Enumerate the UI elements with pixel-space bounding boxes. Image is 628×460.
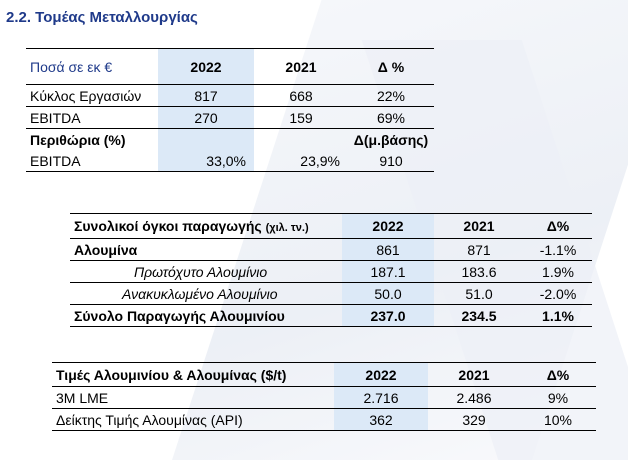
cell-2022: 33,0% — [158, 150, 254, 172]
cell-2021: 51.0 — [434, 283, 524, 305]
header-2022: 2022 — [334, 363, 428, 387]
header-label: Τιμές Αλουμινίου & Αλουμίνας ($/t) — [52, 363, 334, 387]
margins-subheader-row — [26, 129, 434, 151]
section-title: 2.2. Τομέας Μεταλλουργίας — [6, 9, 198, 26]
cell-2021: 329 — [428, 409, 520, 431]
prices-table — [52, 362, 596, 431]
header-2021: 2021 — [254, 49, 348, 85]
table-header-row — [52, 363, 596, 387]
table-row — [26, 107, 434, 129]
row-label: 3M LME — [52, 387, 334, 409]
header-label: Ποσά σε εκ € — [26, 49, 158, 85]
cell-empty — [158, 129, 254, 151]
row-label: Ανακυκλωμένο Αλουμίνιο — [70, 283, 342, 305]
cell-delta: 22% — [348, 85, 434, 107]
cell-delta: 9% — [520, 387, 596, 409]
cell-delta: 1.1% — [524, 305, 592, 327]
header-delta: Δ % — [348, 49, 434, 85]
margins-label: Περιθώρια (%) — [30, 131, 126, 148]
row-label: EBITDA — [26, 150, 158, 172]
header-2022: 2022 — [158, 49, 254, 85]
cell-2021: 668 — [254, 85, 348, 107]
cell-2022: 817 — [158, 85, 254, 107]
cell-2022: 362 — [334, 409, 428, 431]
row-label: EBITDA — [26, 107, 158, 129]
header-unit: (χιλ. τν.) — [265, 222, 309, 234]
row-label: Αλουμίνα — [70, 239, 342, 261]
cell-2021: 23,9% — [254, 150, 348, 172]
row-label: Κύκλος Εργασιών — [26, 85, 158, 107]
financials-table — [26, 48, 434, 172]
cell-empty — [254, 129, 348, 151]
header-delta: Δ% — [520, 363, 596, 387]
cell-delta: 1.9% — [524, 261, 592, 283]
cell-2021: 234.5 — [434, 305, 524, 327]
table-row — [70, 261, 592, 283]
basis-points-label: Δ(μ.βάσης) — [353, 131, 429, 148]
table-row — [70, 239, 592, 261]
cell-2021: 2.486 — [428, 387, 520, 409]
table-row — [26, 150, 434, 172]
header-2021: 2021 — [434, 214, 524, 239]
header-main: Συνολικοί όγκοι παραγωγής — [74, 218, 262, 234]
cell-2022: 50.0 — [342, 283, 434, 305]
header-2021: 2021 — [428, 363, 520, 387]
row-label: Πρωτόχυτο Αλουμίνιο — [70, 261, 342, 283]
header-2022: 2022 — [342, 214, 434, 239]
production-table — [70, 213, 592, 327]
table-row — [52, 409, 596, 431]
cell-2022: 187.1 — [342, 261, 434, 283]
cell-delta: -1.1% — [524, 239, 592, 261]
header-delta: Δ% — [524, 214, 592, 239]
cell-2021: 871 — [434, 239, 524, 261]
cell-2022: 2.716 — [334, 387, 428, 409]
table-row — [70, 283, 592, 305]
table-total-row — [70, 305, 592, 327]
table-header-row — [70, 214, 592, 239]
cell-delta: 69% — [348, 107, 434, 129]
cell-2021: 159 — [254, 107, 348, 129]
cell-delta: -2.0% — [524, 283, 592, 305]
cell-2021: 183.6 — [434, 261, 524, 283]
cell-2022: 270 — [158, 107, 254, 129]
row-label: Δείκτης Τιμής Αλουμίνας (API) — [52, 409, 334, 431]
cell-2022: 237.0 — [342, 305, 434, 327]
header-label — [70, 214, 342, 239]
table-header-row — [26, 49, 434, 85]
cell-delta: 910 — [348, 150, 434, 172]
table-row — [52, 387, 596, 409]
table-row — [26, 85, 434, 107]
cell-2022: 861 — [342, 239, 434, 261]
cell-delta: 10% — [520, 409, 596, 431]
row-label: Σύνολο Παραγωγής Αλουμινίου — [70, 305, 342, 327]
